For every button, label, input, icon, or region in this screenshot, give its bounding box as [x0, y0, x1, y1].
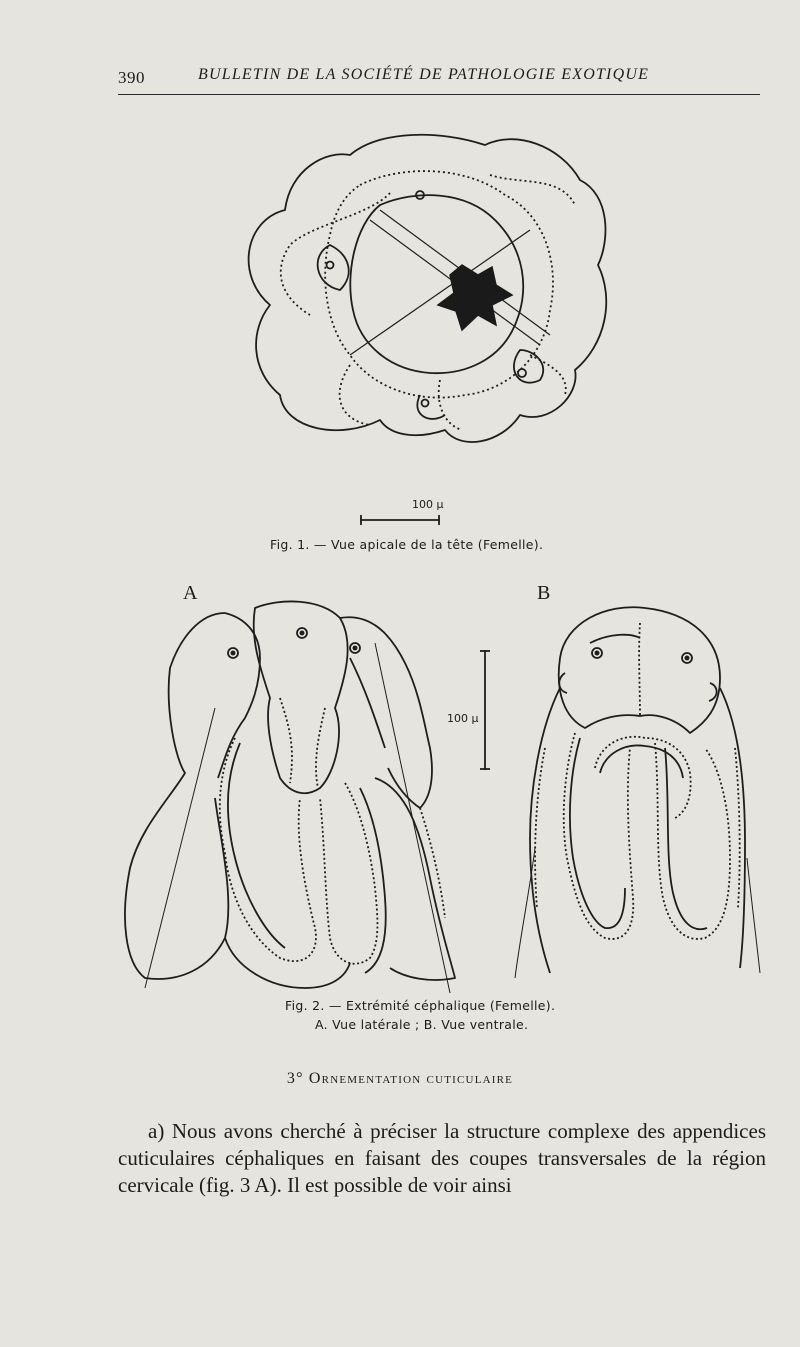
figure-1-caption: Fig. 1. — Vue apicale de la tête (Femelle).: [270, 537, 544, 552]
figure-2-scale-label: 100 µ: [447, 712, 479, 725]
figure-1-scale-bar: [360, 512, 440, 526]
section-title: 3° Ornementation cuticulaire: [286, 1070, 514, 1087]
figure-2-panel-b-label: B: [537, 582, 551, 604]
figure-1-illustration: [230, 125, 620, 465]
body-paragraph: a) Nous avons cherché à préciser la structure complexe des appendices cuticulaires céphaliques en faisant des coupes transversales de la région cervicale (fig. 3 A). Il est possible de voir ainsi: [118, 1119, 766, 1197]
figure-2a-illustration: [120, 598, 470, 993]
figure-1-scale-label: 100 µ: [412, 498, 444, 511]
figure-2-scale-bar: [478, 650, 492, 770]
running-head: BULLETIN DE LA SOCIÉTÉ DE PATHOLOGIE EXOTIQUE: [198, 66, 650, 83]
figure-2-caption-line-1: Fig. 2. — Extrémité céphalique (Femelle).: [285, 998, 556, 1013]
figure-2-caption-line-2: A. Vue latérale ; B. Vue ventrale.: [315, 1017, 529, 1032]
page-header: [118, 62, 760, 95]
figure-2b-illustration: [505, 598, 775, 983]
figure-2-panel-a-label: A: [183, 582, 198, 604]
page-number: 390: [118, 68, 145, 87]
